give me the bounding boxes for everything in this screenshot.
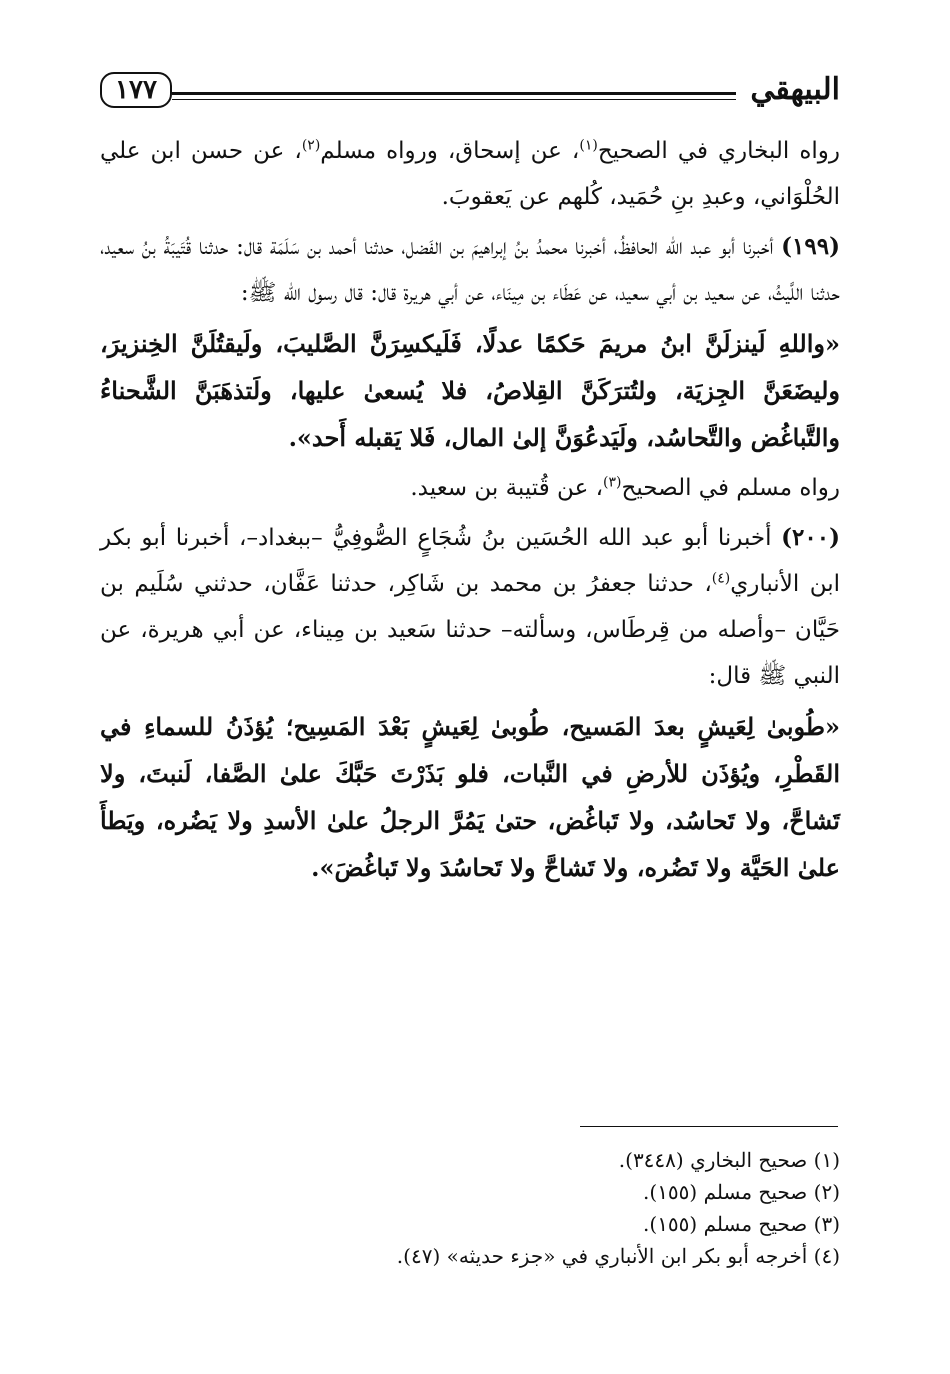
footnote-marker-4: (٤)	[711, 570, 731, 587]
page-number: ١٧٧	[100, 72, 172, 108]
hadith-number-200: (٢٠٠)	[781, 524, 840, 551]
text-segment: رواه البخاري في الصحيح	[597, 138, 840, 164]
footnote-marker-1: (١)	[579, 137, 598, 154]
isnad-text: أخبرنا أبو عبد الله الحافظُ، أخبرنا محمدُ بنُ إبراهيمَ بن الفَضل، حدثنا أحمد بن سَلَمَة قال: حدثنا قُتَيبَةُ بنُ سعيد، حدثنا اللَّيثُ، عن سعيد بن أبي سعيد، عن عَطَاء بن مِينَاء، عن أبي هريرة قال: قال رسول الله ﷺ:	[100, 234, 840, 306]
hadith-text-199: «واللهِ لَينزلَنَّ ابنُ مريمَ حَكمًا عدلًا، فَلَيكسِرَنَّ الصَّليبَ، ولَيقتُلَنَّ الخِنزيرَ، وليضَعَنَّ الجِزيَة، ولتُترَكَنَّ القِلاصُ، فلا يُسعىٰ عليها، ولَتذهَبَنَّ الشَّحناءُ والتَّباغُض والتَّحاسُد، ولَيَدعُوَنَّ إلىٰ المال، فَلا يَقبله أَحد».	[100, 329, 840, 452]
isnad-text: أخبرنا أبو عبد الله الحُسَين بنُ شُجَاعٍ الصُّوفِيُّ –ببغداد–، أخبرنا أبو بكر ابن الأنباري	[100, 525, 840, 597]
footnote-marker-3: (٣)	[603, 474, 622, 491]
hadith-number-199: (١٩٩)	[781, 233, 840, 260]
footnote-4: (٤) أخرجه أبو بكر ابن الأنباري في «جزء حديثه» (٤٧).	[396, 1244, 840, 1268]
paragraph-attribution-2	[100, 465, 840, 511]
main-text	[100, 128, 840, 895]
page-header	[100, 72, 840, 116]
text-segment: ، عن حسن ابن علي الحُلْوَاني، وعبدِ بنِ حُمَيد، كُلهم عن يَعقوبَ.	[100, 138, 840, 210]
text-segment: رواه مسلم في الصحيح	[621, 475, 840, 501]
footnote-marker-2: (٢)	[301, 137, 321, 154]
footnote-separator	[580, 1126, 838, 1127]
footnote-1: (١) صحيح البخاري (٣٤٤٨).	[618, 1148, 840, 1172]
footnotes	[100, 1144, 840, 1272]
paragraph-isnad-199	[100, 224, 840, 316]
paragraph-attribution-1	[100, 128, 840, 220]
paragraph-isnad-200	[100, 515, 840, 699]
text-segment: ، عن قُتيبة بن سعيد.	[410, 475, 604, 501]
footnote-3: (٣) صحيح مسلم (١٥٥).	[643, 1212, 840, 1236]
text-segment: ، عن إسحاق، ورواه مسلم	[320, 138, 580, 164]
footnote-2: (٢) صحيح مسلم (١٥٥).	[643, 1180, 840, 1204]
header-rule	[172, 92, 736, 100]
running-title: البيهقي	[750, 72, 840, 107]
isnad-text: ، حدثنا جعفرُ بن محمد بن شَاكِر، حدثنا عَفَّان، حدثني سُلَيم بن حَيَّان –وأصله من قِرطَاس، وسألته– حدثنا سَعيد بن مِيناء، عن أبي هريرة، عن النبي ﷺ قال:	[100, 571, 840, 689]
hadith-text-200: «طُوبىٰ لِعَيشٍ بعدَ المَسيح، طُوبىٰ لِعَيشٍ بَعْدَ المَسِيح؛ يُؤذَنُ للسماءِ في القَطْرِ، ويُؤذَن للأرضِ في النَّبات، فلو بَذَرْتَ حَبَّكَ علىٰ الصَّفا، لَنبتَ، ولا تَشاحَّ، ولا تَحاسُد، ولا تَباغُض، حتىٰ يَمُرَّ الرجلُ علىٰ الأسدِ ولا يَضُره، ويَطأَ علىٰ الحَيَّة ولا تَضُره، ولا تَشاحَّ ولا تَحاسُدَ ولا تَباغُضَ».	[100, 712, 840, 882]
